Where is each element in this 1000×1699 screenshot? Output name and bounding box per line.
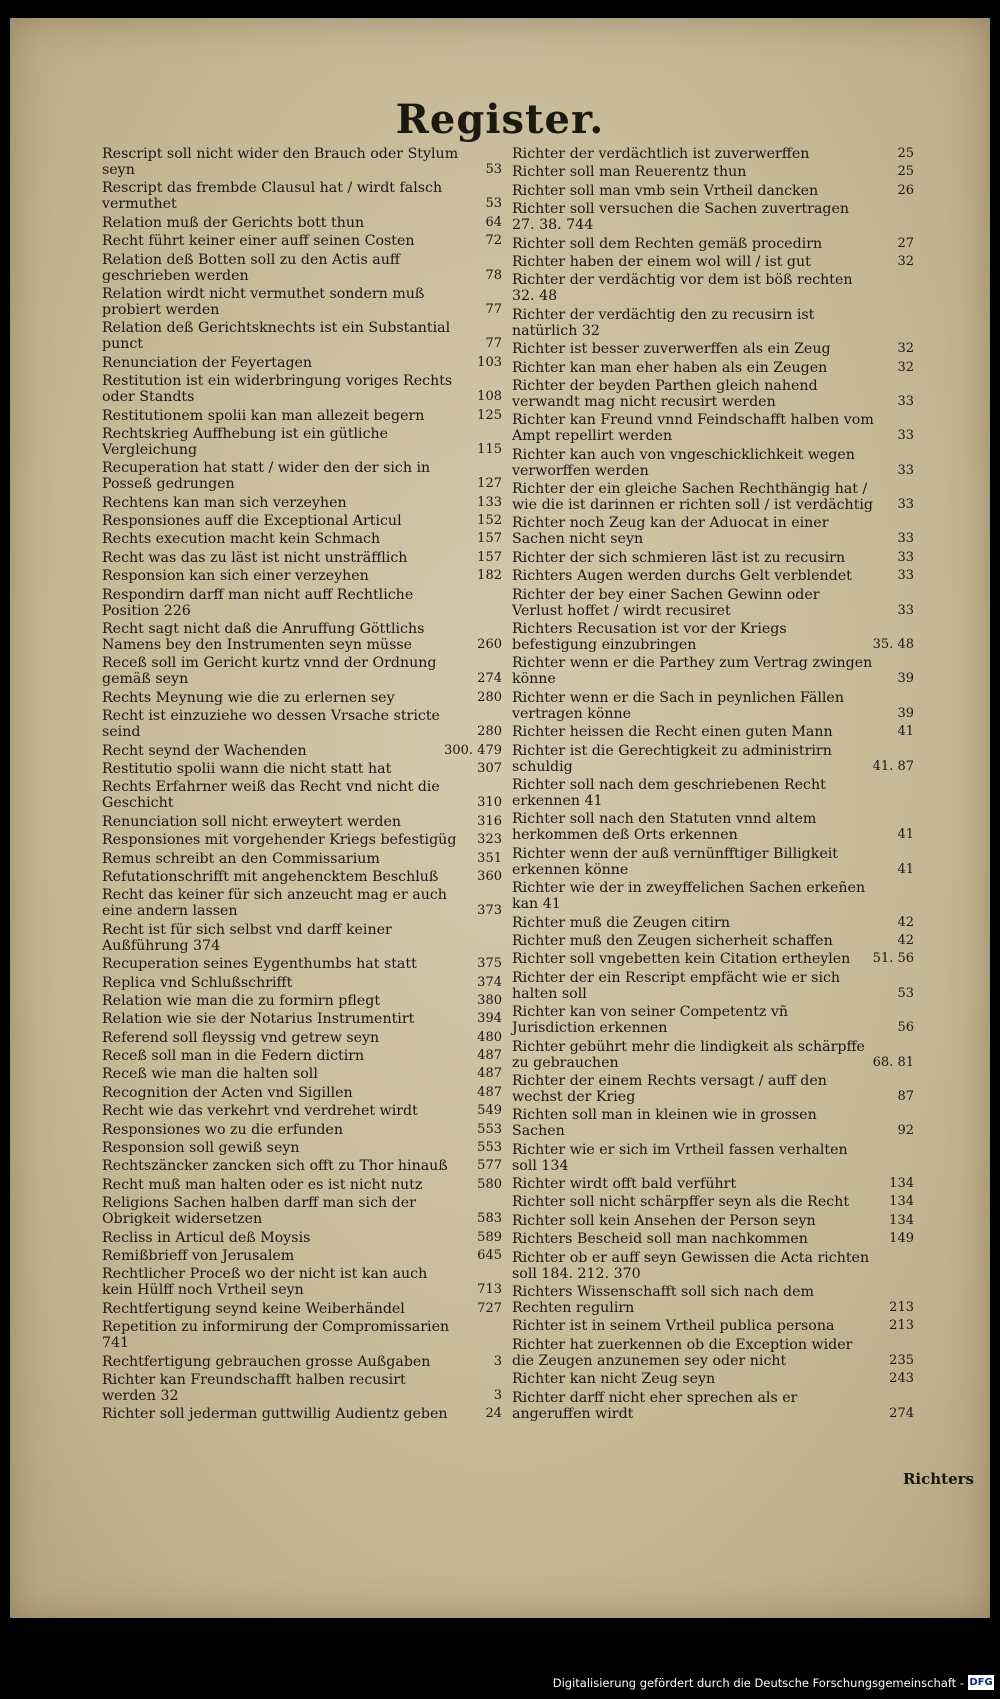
index-entry-page: 375 xyxy=(477,956,502,972)
index-entry-page: 373 xyxy=(477,903,502,919)
index-entry-page: 39 xyxy=(897,671,914,687)
index-entry-page: 33 xyxy=(897,497,914,513)
index-entry-text: Richter hat zuerkennen ob die Exception wider die Zeugen anzunemen sey oder nicht xyxy=(512,1336,853,1369)
index-entry xyxy=(102,1085,502,1101)
index-entry-text: Rechts Erfahrner weiß das Recht vnd nicht die Geschicht xyxy=(102,779,440,812)
index-entry xyxy=(102,1266,502,1298)
index-entry xyxy=(102,1122,502,1138)
index-entry xyxy=(512,1176,914,1192)
index-entry-text: Recht seynd der Wachenden xyxy=(102,742,307,759)
index-entry xyxy=(102,1248,502,1264)
index-entry xyxy=(512,1390,914,1422)
index-entry xyxy=(102,531,502,547)
index-entry xyxy=(512,1107,914,1139)
index-entry xyxy=(102,1319,502,1351)
index-entry-text: Restitutio spolii wann die nicht statt hat xyxy=(102,760,392,777)
index-entry xyxy=(512,777,914,809)
index-entry-text: Rescript soll nicht wider den Brauch oder Stylum seyn xyxy=(102,146,459,178)
index-entry-page: 92 xyxy=(897,1123,914,1139)
index-entry-page: 260 xyxy=(477,637,502,653)
index-entry-text: Receß soll im Gericht kurtz vnnd der Ordnung gemäß seyn xyxy=(102,655,437,688)
index-column-right xyxy=(512,146,914,1424)
index-entry-text: Responsiones mit vorgehender Kriegs befestigüg xyxy=(102,832,457,849)
index-entry xyxy=(102,355,502,371)
index-entry-text: Richter muß die Zeugen citirn xyxy=(512,914,730,931)
index-entry-page: 33 xyxy=(897,393,914,409)
index-entry xyxy=(102,1354,502,1370)
index-entry-text: Recognition der Acten vnd Sigillen xyxy=(102,1084,353,1101)
index-entry-page: 53 xyxy=(897,985,914,1001)
index-entry xyxy=(512,254,914,270)
index-entry-text: Richter wirdt offt bald verführt xyxy=(512,1176,737,1193)
digitization-footer: Digitalisierung gefördert durch die Deutsche Forschungsgemeinschaft - xyxy=(552,1676,964,1690)
index-entry xyxy=(512,1371,914,1387)
index-entry-page: 41 xyxy=(897,827,914,843)
index-entry xyxy=(512,690,914,722)
index-entry-text: Richter der verdächtig den zu recusirn ist natürlich 32 xyxy=(512,306,815,339)
index-entry-page: 42 xyxy=(897,914,914,930)
index-entry-page: 213 xyxy=(889,1318,914,1334)
index-entry-text: Religions Sachen halben darff man sich der Obrigkeit widersetzen xyxy=(102,1195,416,1228)
index-entry-text: Receß wie man die halten soll xyxy=(102,1066,318,1083)
index-entry-page: 280 xyxy=(477,724,502,740)
index-entry-text: Richter der einem Rechts versagt / auff den wechst der Krieg xyxy=(512,1072,827,1105)
index-entry-text: Richter soll man Reuerentz thun xyxy=(512,164,747,181)
index-entry xyxy=(512,236,914,252)
index-entry-text: Richter kan man eher haben als ein Zeugen xyxy=(512,359,828,376)
index-entry-page: 32 xyxy=(897,359,914,375)
index-entry-text: Repetition zu informirung der Compromissarien 741 xyxy=(102,1319,450,1352)
index-entry-page: 77 xyxy=(485,336,502,352)
index-entry-page: 487 xyxy=(477,1048,502,1064)
index-entry-page: 41 xyxy=(897,724,914,740)
index-entry-text: Renunciation soll nicht erweytert werden xyxy=(102,813,401,830)
index-entry xyxy=(512,183,914,199)
index-entry-text: Remißbrieff von Jerusalem xyxy=(102,1247,295,1264)
index-entry-page: 33 xyxy=(897,568,914,584)
index-entry-text: Relation wie man die zu formirn pflegt xyxy=(102,992,381,1009)
index-entry xyxy=(102,1140,502,1156)
index-entry xyxy=(512,743,914,775)
index-entry-text: Richter soll kein Ansehen der Person seyn xyxy=(512,1212,816,1229)
index-entry-text: Richter der ein gleiche Sachen Rechthängig hat / wie die ist darinnen er richten soll / ist verdächtig xyxy=(512,481,874,514)
index-entry-text: Richter heissen die Recht einen guten Mann xyxy=(512,724,833,741)
index-entry xyxy=(512,1004,914,1036)
index-entry-page: 235 xyxy=(889,1352,914,1368)
index-entry-text: Refutationschrifft mit angehencktem Beschluß xyxy=(102,868,439,885)
index-entry xyxy=(102,587,502,619)
index-entry-page: 115 xyxy=(477,441,502,457)
index-entry-text: Rechtlicher Proceß wo der nicht ist kan auch kein Hülff noch Vrtheil seyn xyxy=(102,1266,428,1299)
index-entry-page: 243 xyxy=(889,1371,914,1387)
index-entry-text: Richter soll nicht schärpffer seyn als die Recht xyxy=(512,1194,850,1211)
index-entry xyxy=(102,408,502,424)
index-entry-page: 3 xyxy=(493,1387,502,1403)
index-entry xyxy=(102,956,502,972)
index-entry xyxy=(102,993,502,1009)
index-entry-text: Recht das keiner für sich anzeucht mag er auch eine andern lassen xyxy=(102,887,447,920)
index-entry-text: Richter wenn er die Sach in peynlichen Fällen vertragen könne xyxy=(512,689,844,722)
index-entry-page: 274 xyxy=(889,1405,914,1421)
index-entry-page: 589 xyxy=(477,1229,502,1245)
index-entry-text: Rechts Meynung wie die zu erlernen sey xyxy=(102,689,395,706)
index-entry-page: 351 xyxy=(477,850,502,866)
index-entry-page: 713 xyxy=(477,1282,502,1298)
index-entry-page: 108 xyxy=(477,389,502,405)
index-entry-page: 27 xyxy=(897,235,914,251)
index-entry xyxy=(102,761,502,777)
index-entry-page: 487 xyxy=(477,1066,502,1082)
index-entry xyxy=(102,1048,502,1064)
index-entry xyxy=(512,447,914,479)
index-entry-text: Richter gebührt mehr die lindigkeit als schärpffe zu gebrauchen xyxy=(512,1038,865,1071)
index-entry-page: 51. 56 xyxy=(872,951,914,967)
index-entry-page: 310 xyxy=(477,795,502,811)
index-entry xyxy=(102,851,502,867)
index-entry-page: 157 xyxy=(477,549,502,565)
index-entry xyxy=(102,975,502,991)
index-entry-text: Richter ob er auff seyn Gewissen die Acta richten soll 184. 212. 370 xyxy=(512,1249,870,1282)
index-entry-page: 53 xyxy=(485,196,502,212)
index-entry-text: Rechts execution macht kein Schmach xyxy=(102,531,381,548)
index-entry-text: Recht was das zu läst ist nicht unsträfflich xyxy=(102,549,408,566)
index-entry xyxy=(512,1142,914,1174)
index-entry-page: 134 xyxy=(889,1176,914,1192)
index-entry-text: Richter kan auch von vngeschicklichkeit wegen verworffen werden xyxy=(512,446,855,479)
index-entry-page: 157 xyxy=(477,531,502,547)
index-entry-text: Richter der verdächtig vor dem ist böß rechten 32. 48 xyxy=(512,272,853,305)
index-entry-text: Richter der bey einer Sachen Gewinn oder Verlust hoffet / wirdt recusiret xyxy=(512,586,820,619)
index-entry-text: Richter ist die Gerechtigkeit zu administrirn schuldig xyxy=(512,742,832,775)
index-entry-page: 53 xyxy=(485,162,502,177)
index-entry-text: Richter soll vngebetten kein Citation ertheylen xyxy=(512,951,851,968)
index-entry-page: 487 xyxy=(477,1084,502,1100)
index-entry-text: Richter wenn der auß vernünfftiger Billigkeit erkennen könne xyxy=(512,845,838,878)
index-entry xyxy=(102,779,502,811)
index-entry-page: 374 xyxy=(477,974,502,990)
index-entry xyxy=(512,811,914,843)
index-entry xyxy=(512,307,914,339)
index-entry-page: 125 xyxy=(477,407,502,423)
index-entry-text: Recuperation seines Eygenthumbs hat statt xyxy=(102,956,417,973)
index-entry-page: 300. 479 xyxy=(444,742,502,758)
index-entry xyxy=(512,378,914,410)
index-entry xyxy=(512,360,914,376)
index-entry xyxy=(512,915,914,931)
index-entry-text: Responsion kan sich einer verzeyhen xyxy=(102,568,369,585)
index-entry xyxy=(512,515,914,547)
index-entry-text: Richter der sich schmieren läst ist zu recusirn xyxy=(512,549,846,566)
index-entry-text: Responsiones wo zu die erfunden xyxy=(102,1121,343,1138)
index-entry xyxy=(512,655,914,687)
index-entry-page: 3 xyxy=(493,1353,502,1369)
index-entry-text: Richters Recusation ist vor der Kriegs befestigung einzubringen xyxy=(512,621,787,654)
index-entry xyxy=(512,201,914,233)
index-entry-page: 64 xyxy=(485,214,502,230)
index-entry xyxy=(512,846,914,878)
index-entry xyxy=(102,1301,502,1317)
index-entry-text: Remus schreibt an den Commissarium xyxy=(102,850,380,867)
index-entry xyxy=(512,272,914,304)
index-entry xyxy=(102,320,502,352)
index-entry xyxy=(102,495,502,511)
index-entry-text: Richter der ein Rescript empfächt wie er sich halten soll xyxy=(512,969,841,1002)
index-entry-text: Richter kan Freund vnnd Feindschafft halben vom Ampt repellirt werden xyxy=(512,412,874,445)
index-column-left xyxy=(102,146,502,1425)
index-entry xyxy=(102,1066,502,1082)
index-entry xyxy=(512,880,914,912)
index-entry xyxy=(102,832,502,848)
index-entry xyxy=(102,146,502,178)
index-entry-text: Recht führt keiner einer auff seinen Costen xyxy=(102,233,415,250)
index-entry xyxy=(102,814,502,830)
index-entry-page: 182 xyxy=(477,568,502,584)
index-entry xyxy=(102,869,502,885)
index-entry-page: 103 xyxy=(477,354,502,370)
page-title: Register. xyxy=(395,96,605,143)
index-entry-text: Richter wie er sich im Vrtheil fassen verhalten soll 134 xyxy=(512,1141,848,1174)
index-entry-page: 56 xyxy=(897,1020,914,1036)
catchword: Richters xyxy=(902,1470,974,1488)
index-entry-text: Relation wie sie der Notarius Instrumentirt xyxy=(102,1011,415,1028)
index-entry-page: 280 xyxy=(477,689,502,705)
index-entry xyxy=(512,951,914,967)
index-entry xyxy=(512,1318,914,1334)
index-entry-text: Renunciation der Feyertagen xyxy=(102,354,313,371)
index-entry xyxy=(102,426,502,458)
index-entry xyxy=(102,252,502,284)
index-entry-page: 152 xyxy=(477,513,502,529)
index-entry-text: Restitutionem spolii kan man allezeit begern xyxy=(102,407,425,424)
index-entry-text: Richter kan Freundschafft halben recusirt werden 32 xyxy=(102,1371,406,1404)
index-entry-text: Recht ist einzuziehe wo dessen Vrsache stricte seind xyxy=(102,708,440,741)
index-entry xyxy=(102,1195,502,1227)
index-entry xyxy=(512,164,914,180)
index-entry-page: 394 xyxy=(477,1011,502,1027)
index-entry-page: 77 xyxy=(485,301,502,317)
index-entry-page: 24 xyxy=(485,1406,502,1422)
index-entry-text: Rechtfertigung gebrauchen grosse Außgaben xyxy=(102,1353,431,1370)
index-entry-page: 33 xyxy=(897,549,914,565)
index-entry xyxy=(102,1177,502,1193)
index-entry-text: Rescript das frembde Clausul hat / wirdt falsch vermuthet xyxy=(102,180,443,213)
index-entry-text: Recht ist für sich selbst vnd darff keiner Außführung 374 xyxy=(102,921,392,954)
index-entry xyxy=(102,180,502,212)
index-entry-page: 25 xyxy=(897,146,914,161)
index-entry-page: 307 xyxy=(477,760,502,776)
index-entry xyxy=(512,1194,914,1210)
index-entry xyxy=(102,887,502,919)
index-entry-text: Richter soll nach den Statuten vnnd altem herkommen deß Orts erkennen xyxy=(512,811,817,844)
index-entry-text: Relation wirdt nicht vermuthet sondern muß probiert werden xyxy=(102,285,425,318)
index-entry xyxy=(102,1103,502,1119)
index-entry xyxy=(102,1372,502,1404)
index-entry xyxy=(512,724,914,740)
index-entry-page: 549 xyxy=(477,1103,502,1119)
index-entry-text: Rechtens kan man sich verzeyhen xyxy=(102,494,347,511)
index-entry-page: 323 xyxy=(477,832,502,848)
index-entry xyxy=(102,708,502,740)
index-entry xyxy=(512,1284,914,1316)
index-entry-page: 25 xyxy=(897,164,914,180)
index-entry-page: 134 xyxy=(889,1212,914,1228)
index-entry xyxy=(102,1158,502,1174)
index-entry-text: Richter muß den Zeugen sicherheit schaffen xyxy=(512,932,833,949)
index-entry-page: 32 xyxy=(897,341,914,357)
index-entry-text: Richters Wissenschafft soll sich nach dem Rechten regulirn xyxy=(512,1284,814,1317)
index-entry-text: Relation deß Botten soll zu den Actis auff geschrieben werden xyxy=(102,251,400,284)
index-entry-page: 41 xyxy=(897,861,914,877)
index-entry-text: Richter soll man vmb sein Vrtheil dancken xyxy=(512,182,819,199)
index-entry-text: Richter der beyden Parthen gleich nahend verwandt mag nicht recusirt werden xyxy=(512,377,818,410)
index-entry-page: 39 xyxy=(897,705,914,721)
index-entry-page: 41. 87 xyxy=(872,758,914,774)
index-entry-page: 577 xyxy=(477,1158,502,1174)
index-entry-text: Restitution ist ein widerbringung voriges Rechts oder Standts xyxy=(102,373,453,406)
index-entry-page: 42 xyxy=(897,932,914,948)
index-entry-text: Richter der verdächtlich ist zuverwerffen xyxy=(512,146,810,162)
index-entry-text: Recht wie das verkehrt vnd verdrehet wirdt xyxy=(102,1103,418,1120)
index-entry-page: 33 xyxy=(897,428,914,444)
index-entry xyxy=(102,550,502,566)
index-entry xyxy=(512,146,914,162)
index-entry-text: Replica vnd Schlußschrifft xyxy=(102,974,293,991)
index-entry-text: Rechtskrieg Auffhebung ist ein gütliche Vergleichung xyxy=(102,425,389,458)
index-entry-text: Referend soll fleyssig vnd getrew seyn xyxy=(102,1029,380,1046)
index-entry-page: 380 xyxy=(477,992,502,1008)
book-page xyxy=(10,18,990,1618)
index-entry-text: Richter soll nach dem geschriebenen Recht erkennen 41 xyxy=(512,776,826,809)
index-entry-text: Rechtfertigung seynd keine Weiberhändel xyxy=(102,1300,405,1317)
index-entry-page: 72 xyxy=(485,233,502,249)
index-entry-page: 553 xyxy=(477,1121,502,1137)
index-entry xyxy=(512,1231,914,1247)
index-entry-page: 316 xyxy=(477,813,502,829)
index-entry xyxy=(512,1073,914,1105)
index-entry-page: 580 xyxy=(477,1176,502,1192)
index-entry-text: Relation deß Gerichtsknechts ist ein Substantial punct xyxy=(102,320,451,353)
index-entry-text: Responsion soll gewiß seyn xyxy=(102,1140,300,1157)
index-entry xyxy=(102,1406,502,1422)
index-entry-page: 149 xyxy=(889,1231,914,1247)
index-entry-text: Receß soll man in die Federn dictirn xyxy=(102,1048,365,1065)
index-entry xyxy=(512,1213,914,1229)
index-entry xyxy=(102,568,502,584)
index-entry xyxy=(102,690,502,706)
index-entry-page: 133 xyxy=(477,494,502,510)
index-entry xyxy=(512,341,914,357)
dfg-logo: DFG xyxy=(969,1677,993,1688)
index-entry xyxy=(512,587,914,619)
index-entry xyxy=(102,922,502,954)
index-entry-text: Respondirn darff man nicht auff Rechtliche Position 226 xyxy=(102,586,414,619)
index-entry-text: Richter wie der in zweyffelichen Sachen erkeñen kan 41 xyxy=(512,880,866,913)
index-entry-page: 274 xyxy=(477,671,502,687)
index-entry-text: Richter kan von seiner Competentz vñ Jurisdiction erkennen xyxy=(512,1004,789,1037)
index-entry-page: 32 xyxy=(897,253,914,269)
index-entry xyxy=(102,286,502,318)
index-entry-page: 134 xyxy=(889,1194,914,1210)
index-entry-page: 583 xyxy=(477,1211,502,1227)
index-entry xyxy=(512,970,914,1002)
index-entry xyxy=(512,550,914,566)
index-entry-text: Richter haben der einem wol will / ist gut xyxy=(512,253,811,270)
index-entry xyxy=(102,1011,502,1027)
index-entry-page: 727 xyxy=(477,1300,502,1316)
index-entry xyxy=(512,621,914,653)
index-entry xyxy=(102,460,502,492)
index-entry-page: 553 xyxy=(477,1140,502,1156)
index-entry xyxy=(512,412,914,444)
index-entry xyxy=(512,568,914,584)
index-entry xyxy=(102,1230,502,1246)
index-entry-page: 33 xyxy=(897,462,914,478)
index-entry-text: Relation muß der Gerichts bott thun xyxy=(102,214,365,231)
index-entry-text: Richters Bescheid soll man nachkommen xyxy=(512,1231,808,1248)
index-entry-text: Recht muß man halten oder es ist nicht nutz xyxy=(102,1176,423,1193)
index-entry-page: 480 xyxy=(477,1029,502,1045)
index-entry xyxy=(102,373,502,405)
index-entry-page: 33 xyxy=(897,602,914,618)
index-entry xyxy=(102,513,502,529)
index-entry xyxy=(102,743,502,759)
index-entry-page: 35. 48 xyxy=(872,637,914,653)
index-entry-text: Richten soll man in kleinen wie in grossen Sachen xyxy=(512,1107,817,1140)
index-entry-text: Richter soll versuchen die Sachen zuvertragen 27. 38. 744 xyxy=(512,201,850,234)
index-entry-text: Richter ist in seinem Vrtheil publica persona xyxy=(512,1318,835,1335)
index-entry-text: Richters Augen werden durchs Gelt verblendet xyxy=(512,568,852,585)
index-entry-page: 87 xyxy=(897,1088,914,1104)
index-entry-page: 645 xyxy=(477,1247,502,1263)
index-entry xyxy=(102,621,502,653)
index-entry-text: Richter soll jederman guttwillig Audientz geben xyxy=(102,1406,448,1423)
index-entry-text: Responsiones auff die Exceptional Articul xyxy=(102,513,402,530)
index-entry-text: Recht sagt nicht daß die Anruffung Göttlichs Namens bey den Instrumenten seyn müsse xyxy=(102,621,425,654)
index-entry-text: Recliss in Articul deß Moysis xyxy=(102,1229,311,1246)
index-entry-page: 26 xyxy=(897,182,914,198)
index-entry-text: Richter ist besser zuverwerffen als ein Zeug xyxy=(512,341,831,358)
index-entry-page: 68. 81 xyxy=(872,1054,914,1070)
index-entry-text: Richter kan nicht Zeug seyn xyxy=(512,1371,716,1388)
index-entry-text: Richter darff nicht eher sprechen als er angeruffen wirdt xyxy=(512,1389,798,1422)
index-entry-page: 360 xyxy=(477,868,502,884)
index-entry-text: Richter noch Zeug kan der Aduocat in einer Sachen nicht seyn xyxy=(512,515,829,548)
index-entry-page: 213 xyxy=(889,1300,914,1316)
index-entry-text: Rechtszäncker zancken sich offt zu Thor hinauß xyxy=(102,1158,448,1175)
index-entry xyxy=(102,655,502,687)
index-entry xyxy=(102,1030,502,1046)
index-entry xyxy=(512,1039,914,1071)
index-entry-page: 78 xyxy=(485,267,502,283)
index-entry-text: Richter soll dem Rechten gemäß procedirn xyxy=(512,235,823,252)
index-entry xyxy=(512,481,914,513)
index-entry xyxy=(512,1250,914,1282)
index-entry-text: Richter wenn er die Parthey zum Vertrag zwingen könne xyxy=(512,655,873,688)
index-entry-text: Recuperation hat statt / wider den der sich in Posseß gedrungen xyxy=(102,460,431,493)
index-entry-page: 33 xyxy=(897,531,914,547)
index-entry-page: 127 xyxy=(477,476,502,492)
index-entry xyxy=(102,215,502,231)
index-entry xyxy=(512,933,914,949)
index-entry xyxy=(512,1337,914,1369)
index-entry xyxy=(102,233,502,249)
